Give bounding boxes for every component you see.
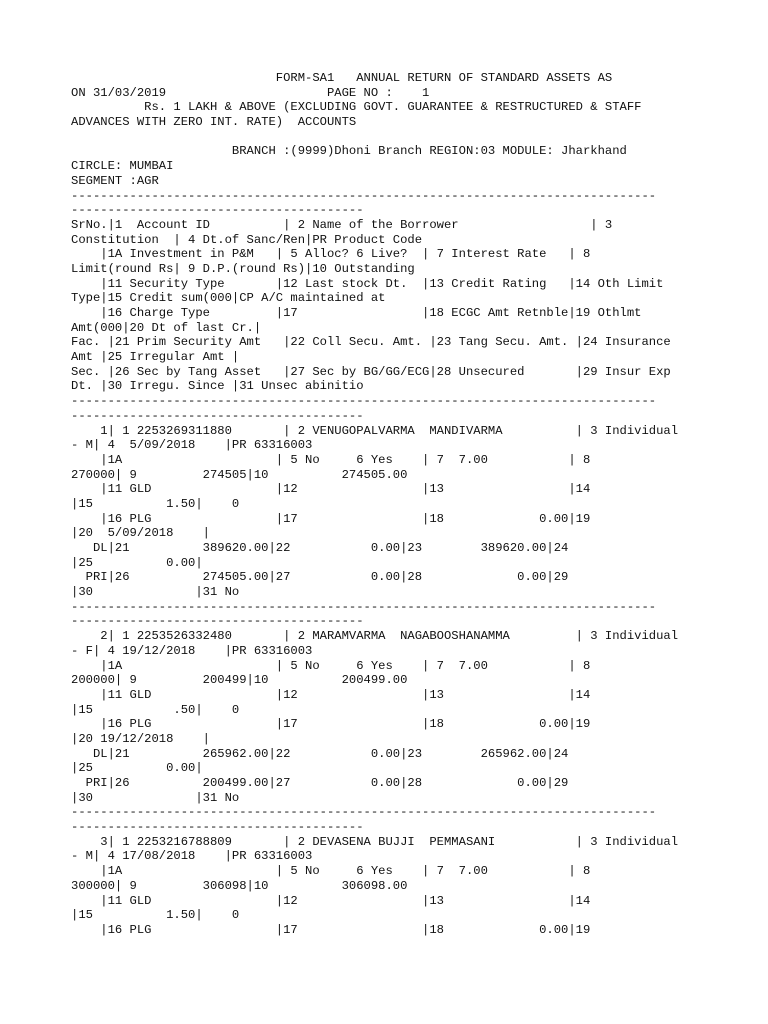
record-1-line: |11 GLD |12 |13 |14 [71,482,591,497]
separator-line: ---------------------------------------- [71,408,364,423]
column-header-line: Limit(round Rs| 9 D.P.(round Rs)|10 Outstanding [71,261,415,276]
branch-line: BRANCH :(9999)Dhoni Branch REGION:03 MODULE: Jharkhand [71,144,627,159]
column-header-line: |11 Security Type |12 Last stock Dt. |13 Credit Rating |14 Oth Limit [71,276,664,291]
report-subtitle-line: Rs. 1 LAKH & ABOVE (EXCLUDING GOVT. GUARANTEE & RESTRUCTURED & STAFF [71,100,642,115]
record-2-line: |25 0.00| [71,761,203,776]
report-title-line: FORM-SA1 ANNUAL RETURN OF STANDARD ASSETS AS [71,71,613,85]
record-2-line: |1A | 5 No 6 Yes | 7 7.00 | 8 [71,658,591,673]
separator-line: -------------------------------------------------------------------------------- [71,188,657,203]
circle-line: CIRCLE: MUMBAI [71,159,174,174]
record-3-line: |15 1.50| 0 [71,908,240,923]
record-2-line: 200000| 9 200499|10 200499.00 [71,673,408,688]
column-header-line: |16 Charge Type |17 |18 ECGC Amt Retnble|19 Othlmt [71,306,642,320]
column-header-line: Amt(000|20 Dt of last Cr.| [71,320,262,335]
report-page [71,71,711,938]
report-subtitle-line: ADVANCES WITH ZERO INT. RATE) ACCOUNTS [71,115,357,130]
record-2-line: |15 .50| 0 [71,702,240,717]
report-date-page-line: ON 31/03/2019 PAGE NO : 1 [71,85,430,100]
separator-line: -------------------------------------------------------------------------------- [71,394,657,409]
record-1-line: |15 1.50| 0 [71,496,240,511]
record-1-line: |25 0.00| [71,555,203,570]
separator-line: -------------------------------------------------------------------------------- [71,805,657,820]
column-header-line: Dt. |30 Irregu. Since |31 Unsec abinitio [71,379,364,394]
column-header-line: SrNo.|1 Account ID | 2 Name of the Borrower | 3 [71,217,613,232]
record-2-line: |16 PLG |17 |18 0.00|19 [71,717,591,732]
record-2-line: |11 GLD |12 |13 |14 [71,687,591,702]
record-1-line: |20 5/09/2018 | [71,526,210,541]
record-1-line: PRI|26 274505.00|27 0.00|28 0.00|29 [71,570,569,585]
segment-line: SEGMENT :AGR [71,173,159,188]
record-3-line: - M| 4 17/08/2018 |PR 63316003 [71,849,313,864]
separator-line: ---------------------------------------- [71,203,364,218]
record-1-line: DL|21 389620.00|22 0.00|23 389620.00|24 [71,541,569,555]
column-header-line: Type|15 Credit sum(000|CP A/C maintained at [71,291,386,306]
separator-line: ---------------------------------------- [71,820,364,835]
record-2-line: - F| 4 19/12/2018 |PR 63316003 [71,643,313,658]
blank-line [71,130,711,145]
record-2-line: |30 |31 No [71,790,240,805]
record-2-line: |20 19/12/2018 | [71,731,210,746]
record-3-line: 3| 1 2253216788809 | 2 DEVASENA BUJJI PEMMASANI | 3 Individual [71,834,679,849]
record-3-line: 300000| 9 306098|10 306098.00 [71,878,408,893]
record-1-line: |30 |31 No [71,585,240,600]
column-header-line: Fac. |21 Prim Security Amt |22 Coll Secu. Amt. |23 Tang Secu. Amt. |24 Insurance [71,335,671,350]
record-1-line: - M| 4 5/09/2018 |PR 63316003 [71,438,313,453]
record-2-line: 2| 1 2253526332480 | 2 MARAMVARMA NAGABOOSHANAMMA | 3 Individual [71,629,679,644]
column-header-line: Constitution | 4 Dt.of Sanc/Ren|PR Product Code [71,232,423,247]
record-3-line: |1A | 5 No 6 Yes | 7 7.00 | 8 [71,864,591,879]
record-3-line: |11 GLD |12 |13 |14 [71,893,591,908]
record-3-line: |16 PLG |17 |18 0.00|19 [71,922,591,937]
separator-line: ---------------------------------------- [71,614,364,629]
column-header-line: Amt |25 Irregular Amt | [71,350,240,365]
column-header-line: |1A Investment in P&M | 5 Alloc? 6 Live? | 7 Interest Rate | 8 [71,247,591,262]
record-1-line: |16 PLG |17 |18 0.00|19 [71,511,591,526]
column-header-line: Sec. |26 Sec by Tang Asset |27 Sec by BG/GG/ECG|28 Unsecured |29 Insur Exp [71,364,671,379]
record-2-line: DL|21 265962.00|22 0.00|23 265962.00|24 [71,746,569,761]
record-1-line: |1A | 5 No 6 Yes | 7 7.00 | 8 [71,452,591,467]
record-2-line: PRI|26 200499.00|27 0.00|28 0.00|29 [71,776,569,790]
record-1-line: 1| 1 2253269311880 | 2 VENUGOPALVARMA MANDIVARMA | 3 Individual [71,423,679,438]
separator-line: -------------------------------------------------------------------------------- [71,599,657,614]
record-1-line: 270000| 9 274505|10 274505.00 [71,467,408,482]
